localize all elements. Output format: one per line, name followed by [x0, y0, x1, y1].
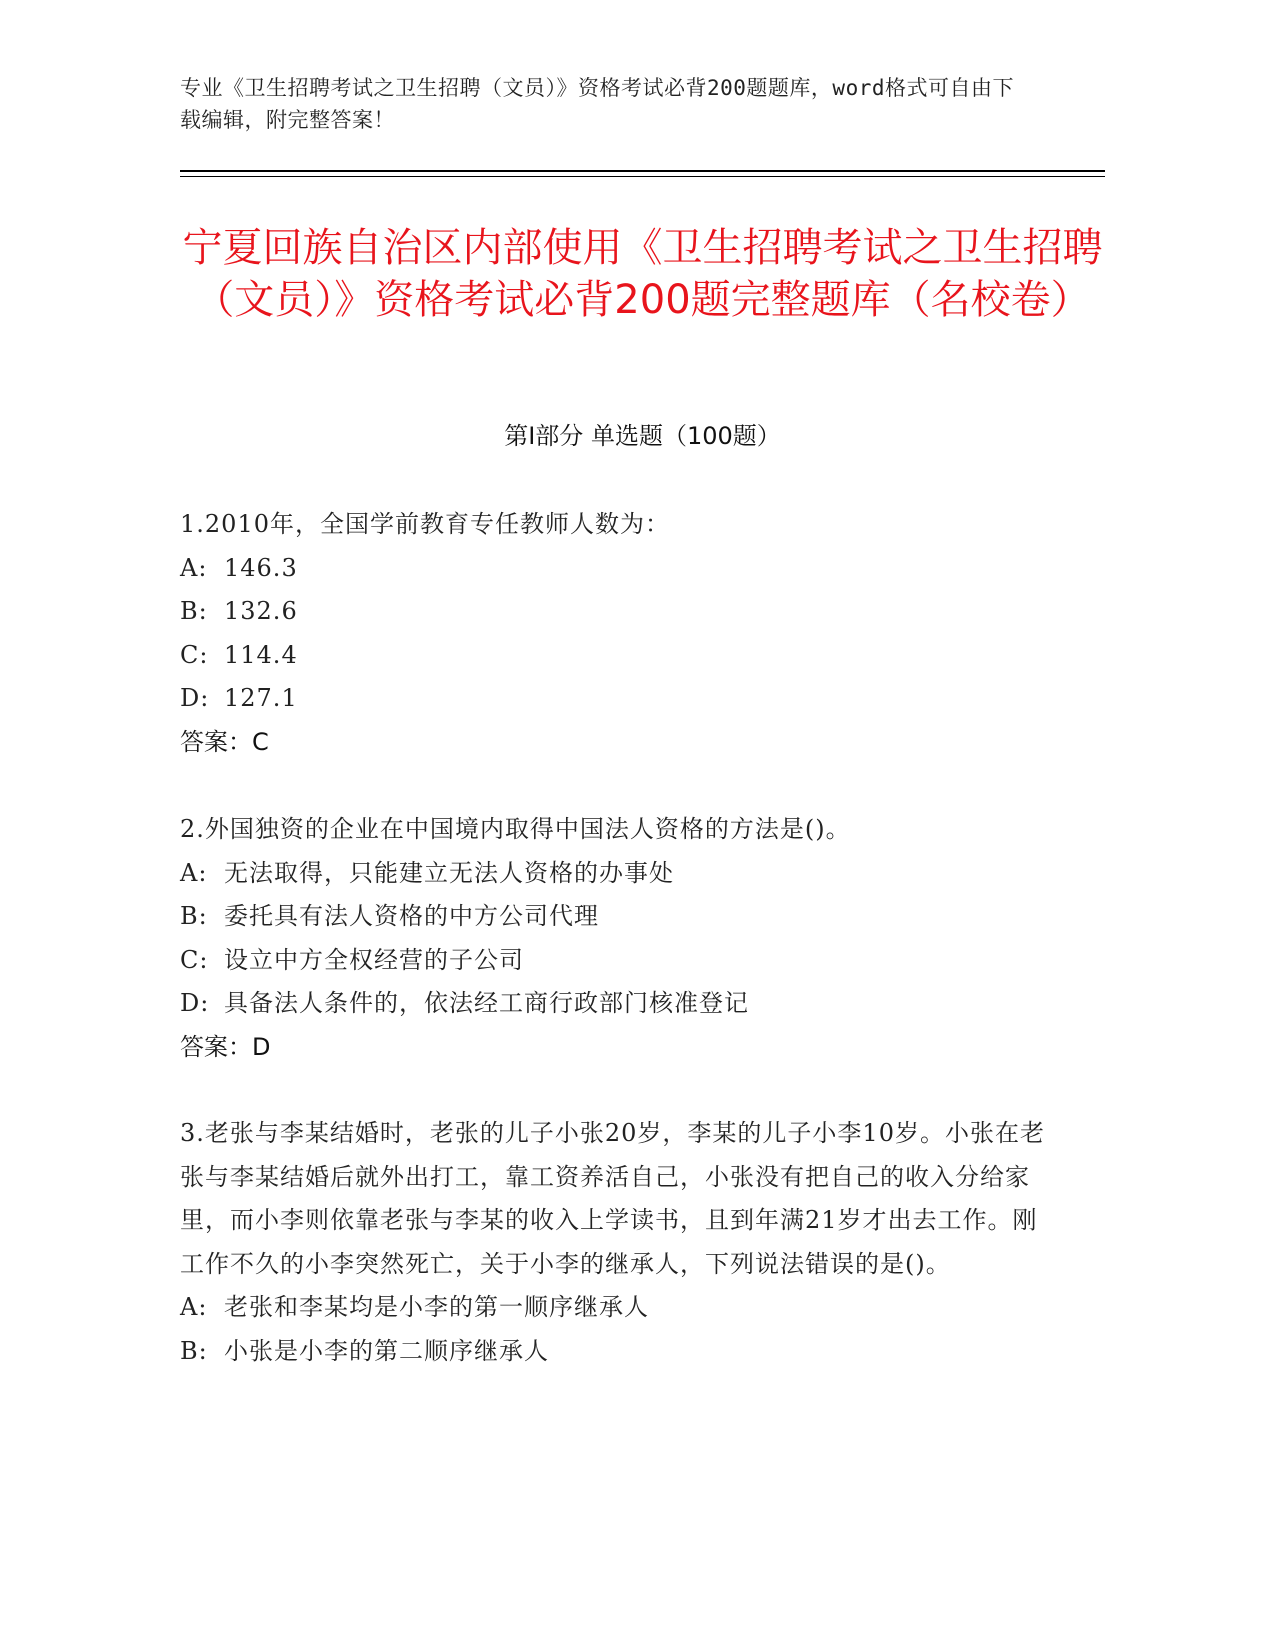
- option-a: [180, 1286, 1060, 1330]
- option-text: 委托具有法人资格的中方公司代理: [224, 902, 599, 930]
- option-b: [180, 1330, 1060, 1374]
- answer-line: 答案：D: [180, 1032, 271, 1061]
- option-text: 具备法人条件的，依法经工商行政部门核准登记: [224, 989, 749, 1017]
- option-text: 132.6: [224, 597, 298, 625]
- option-text: 127.1: [224, 684, 298, 712]
- option-letter: B:: [180, 1336, 208, 1365]
- option-letter: A:: [180, 1293, 208, 1321]
- option-text: 老张和李某均是小李的第一顺序继承人: [224, 1293, 649, 1321]
- option-letter: C:: [180, 640, 209, 669]
- question-2: [180, 808, 1060, 1069]
- option-letter: A:: [180, 553, 208, 582]
- option-letter: D:: [180, 684, 210, 712]
- option-letter: D:: [180, 989, 210, 1017]
- question-stem: 1.2010年，全国学前教育专任教师人数为：: [180, 510, 670, 538]
- option-text: 无法取得，只能建立无法人资格的办事处: [224, 858, 674, 887]
- option-text: 设立中方全权经营的子公司: [224, 945, 524, 974]
- option-a: [180, 852, 1060, 896]
- question-stem: 3.老张与李某结婚时，老张的儿子小张20岁，李某的儿子小李10岁。小张在老张与李某结婚后就外出打工，靠工资养活自己，小张没有把自己的收入分给家里，而小李则依靠老张与李某的收入上学读书，且到年满21岁才出去工作。刚工作不久的小李突然死亡，关于小李的继承人，下列说法错误的是()。: [180, 1119, 1045, 1278]
- option-d: [180, 677, 1060, 721]
- document-title: 宁夏回族自治区内部使用《卫生招聘考试之卫生招聘（文员）》资格考试必背200题完整题库（名校卷）: [182, 225, 1103, 323]
- option-b: [180, 895, 1060, 939]
- header-rule-thick: [180, 170, 1105, 172]
- question-stem: 2.外国独资的企业在中国境内取得中国法人资格的方法是()。: [180, 815, 851, 843]
- answer-line: 答案：C: [180, 727, 269, 756]
- question-1: [180, 503, 1060, 764]
- header-rule-thin: [180, 176, 1105, 177]
- header-note: 专业《卫生招聘考试之卫生招聘（文员）》资格考试必背200题题库，word格式可自由下载编辑，附完整答案！: [180, 76, 1014, 132]
- section-heading: 第Ⅰ部分 单选题（100题）: [504, 422, 781, 450]
- option-letter: B:: [180, 902, 208, 930]
- question-3: [180, 1112, 1060, 1373]
- option-d: [180, 982, 1060, 1026]
- option-letter: C:: [180, 945, 209, 974]
- option-b: [180, 590, 1060, 634]
- option-text: 小张是小李的第二顺序继承人: [224, 1336, 549, 1365]
- option-c: [180, 634, 1060, 678]
- option-letter: B:: [180, 597, 208, 625]
- option-c: [180, 939, 1060, 983]
- option-letter: A:: [180, 858, 208, 887]
- option-text: 146.3: [224, 553, 298, 582]
- option-a: [180, 547, 1060, 591]
- option-text: 114.4: [224, 640, 298, 669]
